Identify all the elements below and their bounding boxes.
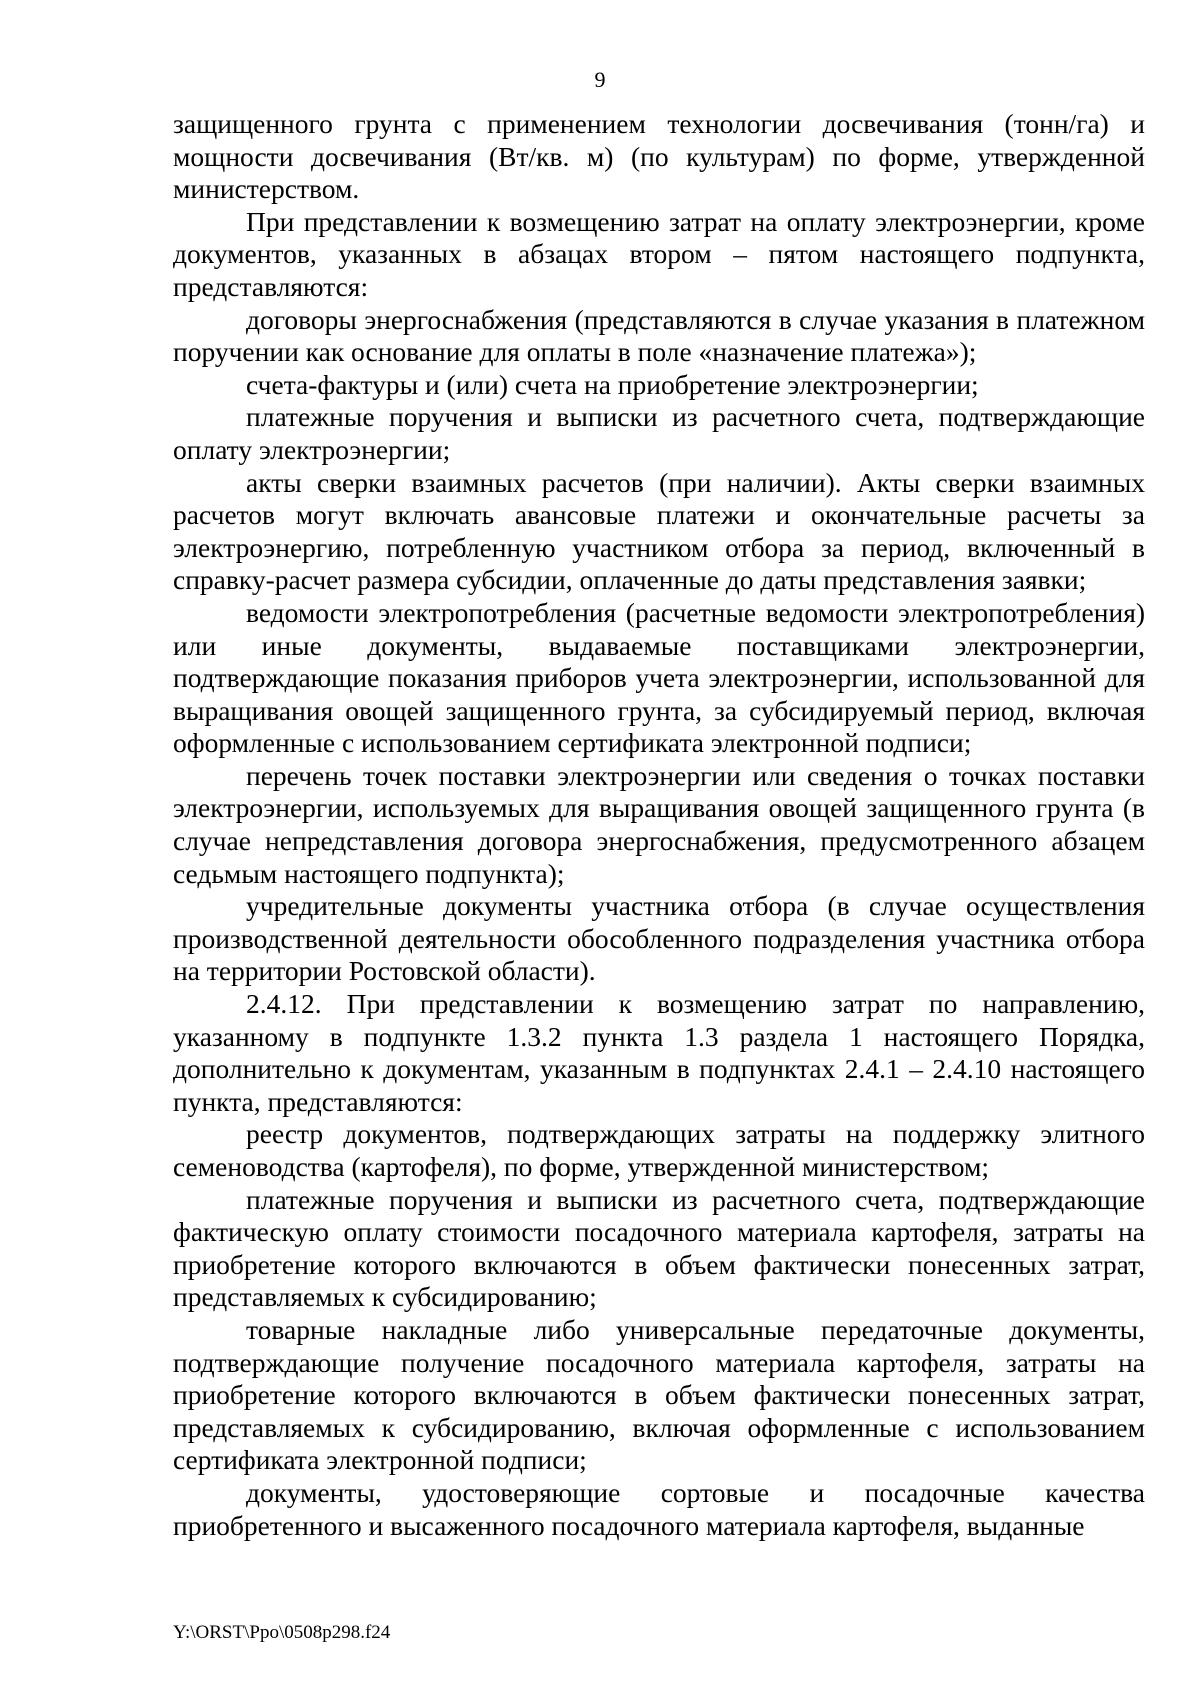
paragraph: При представлении к возмещению затрат на оплату электроэнергии, кроме документов, указанных в абзацах втором – пятом настоящего подпункта, представляются: bbox=[173, 205, 1145, 302]
paragraph-continued: документы, удостоверяющие сортовые и посадочные качества приобретенного и высаженного посадочного материала картофеля, выданные bbox=[173, 1476, 1145, 1541]
paragraph: перечень точек поставки электроэнергии или сведения о точках поставки электроэнергии, используемых для выращивания овощей защищенного грунта (в случае непредставления договора энергоснабжения, предусмотренного абзацем седьмым настоящего подпункта); bbox=[173, 759, 1145, 889]
paragraph: договоры энергоснабжения (представляются в случае указания в платежном поручении как основание для оплаты в поле «назначение платежа»); bbox=[173, 303, 1145, 368]
paragraph-continuation: защищенного грунта с применением технологии досвечивания (тонн/га) и мощности досвечивания (Вт/кв. м) (по культурам) по форме, утвержденной министерством. bbox=[173, 108, 1145, 205]
paragraph: акты сверки взаимных расчетов (при наличии). Акты сверки взаимных расчетов могут включать авансовые платежи и окончательные расчеты за электроэнергию, потребленную участником отбора за период, включенный в справку-расчет размера субсидии, оплаченные до даты представления заявки; bbox=[173, 466, 1145, 596]
footer-file-path: Y:\ORST\Ppo\0508p298.f24 bbox=[173, 1622, 391, 1643]
paragraph: счета-фактуры и (или) счета на приобретение электроэнергии; bbox=[246, 368, 979, 400]
page-number: 9 bbox=[594, 67, 606, 92]
paragraph: учредительные документы участника отбора (в случае осуществления производственной деятельности обособленного подразделения участника отбора на территории Ростовской области). bbox=[173, 890, 1145, 987]
paragraph: ведомости электропотребления (расчетные ведомости электропотребления) или иные документы, выдаваемые поставщиками электроэнергии, подтверждающие показания приборов учета электроэнергии, использованной для выращивания овощей защищенного грунта, за субсидируемый период, включая оформленные с использованием сертификата электронной подписи; bbox=[173, 596, 1145, 759]
document-body bbox=[173, 108, 1145, 1542]
paragraph-clause-2-4-12: 2.4.12. При представлении к возмещению затрат по направлению, указанному в подпункте 1.3.2 пункта 1.3 раздела 1 настоящего Порядка, дополнительно к документам, указанным в подпунктах 2.4.1 – 2.4.10 настоящего пункта, представляются: bbox=[173, 988, 1145, 1117]
paragraph: платежные поручения и выписки из расчетного счета, подтверждающие оплату электроэнергии; bbox=[173, 401, 1145, 465]
paragraph: платежные поручения и выписки из расчетного счета, подтверждающие фактическую оплату стоимости посадочного материала картофеля, затраты на приобретение которого включаются в объем фактически понесенных затрат, представляемых к субсидированию; bbox=[173, 1183, 1145, 1313]
paragraph: реестр документов, подтверждающих затраты на поддержку элитного семеноводства (картофеля), по форме, утвержденной министерством; bbox=[173, 1118, 1145, 1182]
paragraph: товарные накладные либо универсальные передаточные документы, подтверждающие получение посадочного материала картофеля, затраты на приобретение которого включаются в объем фактически понесенных затрат, представляемых к субсидированию, включая оформленные с использованием сертификата электронной подписи; bbox=[173, 1313, 1145, 1476]
